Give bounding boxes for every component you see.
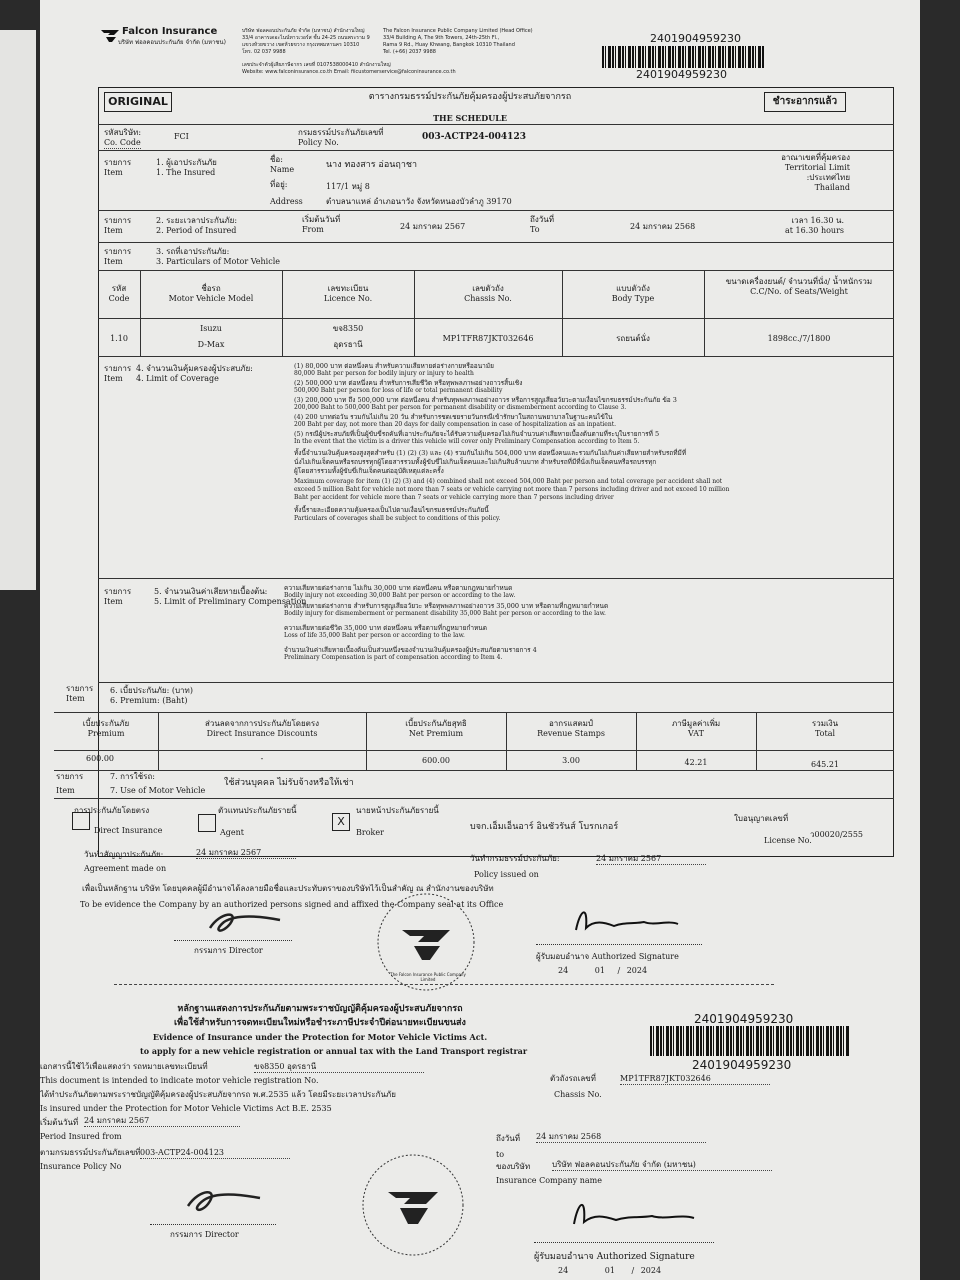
- indicate-text-en: This document is intended to indicate motor vehicle registration No.: [40, 1076, 319, 1085]
- vehicle-label-th: 3. รถที่เอาประกันภัย:: [156, 247, 230, 256]
- sign-year: 2024: [626, 966, 648, 975]
- broker-name: บจก.เอ็มเอ็นอาร์ อินชัวรันส์ โบรกเกอร์: [470, 822, 619, 832]
- address-th-line: 33/4 อาคารเดอะไนน์ทาวเวอร์ส ชั้น 24-25 ถนนพระราม 9: [242, 35, 370, 41]
- cert-company-seal-icon: [358, 1150, 468, 1260]
- col-header-en: Licence No.: [323, 294, 373, 303]
- to-label-th: ถึงวันที่: [530, 215, 554, 224]
- cert-from-label-en: Period Insured from: [40, 1132, 122, 1141]
- direct-insurance-label-th: การประกันภัยโดยตรง: [74, 806, 150, 815]
- coverage-label: [136, 364, 253, 384]
- item-label-en: Item: [66, 694, 85, 703]
- broker-label-th: นายหน้าประกันภัยรายนี้: [356, 806, 439, 815]
- seal-text: The Falcon Insurance Public Company Limited: [390, 972, 466, 982]
- col-header-th: เบี้ยประกันภัยสุทธิ: [405, 719, 467, 728]
- sign-month: 01: [604, 1266, 615, 1275]
- divider: [54, 712, 894, 713]
- sign-month: 01: [594, 966, 605, 975]
- director-label: [194, 946, 263, 956]
- cert-auth-label-en: Authorized Signature: [596, 1252, 695, 1262]
- divider: [98, 682, 894, 683]
- item-label-en: Item: [104, 168, 123, 177]
- period-time-en: at 16.30 hours: [784, 226, 844, 235]
- policy-no-label: [298, 128, 384, 148]
- col-header-en: Direct Insurance Discounts: [206, 729, 318, 738]
- coverage-condition-en: Particulars of coverages shall be subject to conditions of this policy.: [294, 515, 501, 522]
- item-4-label: [104, 364, 131, 384]
- authorized-signature-icon: [564, 900, 684, 944]
- use-label: [110, 772, 205, 796]
- broker-label-en: Broker: [356, 828, 384, 837]
- license-label-th: ใบอนุญาตเลขที่: [734, 814, 789, 823]
- vehicle-model-value: [140, 324, 282, 350]
- insured-label-en: 1. The Insured: [156, 168, 216, 177]
- coverage-line-en: In the event that the victim is a driver this vehicle will cover only Preliminary Compensation according to Item 5.: [294, 438, 640, 445]
- from-label: [302, 215, 340, 235]
- period-label-en: 2. Period of Insured: [156, 226, 237, 235]
- premium-col-header: [158, 719, 366, 739]
- certificate-title-th-2: เพื่อใช้สำหรับการจดทะเบียนใหม่หรือชำระภาษีประจำปีต่อนายทะเบียนขนส่ง: [174, 1018, 466, 1028]
- vehicle-col-header: [140, 284, 282, 304]
- cc-seats-weight-value: 1898cc./7/1800: [767, 334, 831, 343]
- premium-value: 600.00: [86, 754, 114, 763]
- agreement-label-th: วันทำสัญญาประกันภัย:: [84, 850, 164, 859]
- address-th: [242, 28, 382, 56]
- coverage-line-en: 500,000 Baht per person for loss of life or total permanent disability: [294, 387, 503, 394]
- item-label-en: Item: [104, 257, 123, 266]
- insured-label: [156, 158, 217, 178]
- coverage-line-th: (4) 200 บาทต่อวัน รวมกันไม่เกิน 20 วัน สำหรับการชดเชยรายวันกรณีเข้ารักษาในสถานพยาบาลในฐานะคนไข้ใน: [294, 413, 613, 421]
- col-header-en: C.C/No. of Seats/Weight: [750, 287, 848, 296]
- vehicle-col-header: [98, 284, 140, 304]
- name-label: [270, 155, 294, 175]
- item-7-label: [56, 772, 83, 796]
- prelim-line-en: Bodily injury not exceeding 30,000 Baht per person or according to the law.: [284, 592, 516, 599]
- divider: [54, 750, 894, 751]
- discount-value: -: [260, 754, 264, 763]
- cert-company-seal: [358, 1150, 468, 1260]
- cert-director-signature-icon: [176, 1182, 272, 1222]
- prelim-label-en: 5. Limit of Preliminary Compensation: [154, 597, 307, 606]
- item-label-th: รายการ: [104, 587, 132, 596]
- period-from-value: 24 มกราคม 2567: [400, 222, 466, 231]
- company-name-en: Falcon Insurance: [122, 26, 218, 37]
- auth-label: [536, 952, 679, 962]
- vat-value: 42.21: [684, 758, 708, 767]
- from-label-en: From: [302, 225, 324, 234]
- col-header-th: เบี้ยประกันภัย: [82, 719, 130, 728]
- address-en-line: 33/4 Building A, The 9th Towers, 24th-25th Fl.,: [383, 35, 500, 41]
- address-label-th: ที่อยู่:: [270, 180, 288, 189]
- item-5-label: [104, 587, 131, 607]
- co-code-value: FCI: [174, 132, 189, 141]
- premium-col-header: [506, 719, 636, 739]
- coverage-line-en: 200,000 Baht to 500,000 Baht per person for permanent disability or dismemberment according to Clause 3.: [294, 404, 627, 411]
- prelim-line-en: Preliminary Compensation is part of compensation according to Item 4.: [284, 654, 503, 661]
- director-label-th: กรรมการ: [194, 946, 227, 955]
- insured-label-th: 1. ผู้เอาประกันภัย: [156, 158, 217, 167]
- divider: [54, 798, 894, 799]
- co-code-label-th: รหัสบริษัท:: [104, 128, 142, 137]
- cert-company-label-th: ของบริษัท: [496, 1162, 531, 1171]
- body-type-value: รถยนต์นั่ง: [616, 334, 650, 343]
- col-header-th: ขนาดเครื่องยนต์/ จำนวนที่นั่ง/ น้ำหนักรวม: [725, 277, 873, 286]
- premium-label-th: 6. เบี้ยประกันภัย: (บาท): [110, 686, 193, 695]
- col-header-en: Net Premium: [408, 729, 464, 738]
- cert-registration-value: ขจ8350 อุดรธานี: [254, 1062, 424, 1073]
- address-en-line: The Falcon Insurance Public Company Limited (Head Office): [383, 28, 533, 34]
- cert-director-label-en: Director: [204, 1230, 239, 1239]
- vehicle-label: [156, 247, 280, 267]
- coverage-line-en: 80,000 Baht per person for bodily injury or injury to health: [294, 370, 474, 377]
- territory-value-en: Thailand: [814, 183, 850, 192]
- divider: [98, 578, 894, 579]
- period-label-th: 2. ระยะเวลาประกันภัย:: [156, 216, 238, 225]
- premium-col-header: [54, 719, 158, 739]
- licence-province: อุดรธานี: [333, 340, 363, 349]
- certificate-title-en-2: to apply for a new vehicle registration or annual tax with the Land Transport registrar: [140, 1046, 528, 1056]
- evidence-text-th: เพื่อเป็นหลักฐาน บริษัท โดยบุคคลผู้มีอำนาจได้ลงลายมือชื่อและประทับตราของบริษัทไว้เป็นสำคัญ ณ สำนักงานของบริษัท: [82, 884, 494, 893]
- barcode-number-bottom: 2401904959230: [636, 68, 727, 81]
- broker-checkbox[interactable]: X: [332, 813, 350, 831]
- col-header-th: รวมเงิน: [811, 719, 839, 728]
- tax-id-line: เลขประจำตัวผู้เสียภาษีอากร เลขที่ 0107538000410 สำนักงานใหญ่: [242, 62, 391, 68]
- co-code-label: [104, 128, 141, 149]
- item-6-label: [66, 684, 93, 704]
- director-sign-line: [174, 940, 292, 941]
- sign-day: 24: [558, 1266, 569, 1275]
- auth-sign-date: 24 01 / 2024: [558, 966, 648, 975]
- sign-day: 24: [558, 966, 569, 975]
- coverage-lines: [294, 362, 854, 523]
- divider: [98, 356, 894, 357]
- prelim-label-th: 5. จำนวนเงินค่าเสียหายเบื้องต้น:: [154, 587, 268, 596]
- agent-label-th: ตัวแทนประกันภัยรายนี้: [218, 806, 297, 815]
- certificate-title-en-1: Evidence of Insurance under the Protection for Motor Vehicle Victims Act.: [152, 1032, 488, 1042]
- cert-barcode-number-top: 2401904959230: [694, 1012, 794, 1026]
- cert-to-label-th: ถึงวันที่: [496, 1134, 520, 1143]
- cert-policy-label-th: ตามกรมธรรม์ประกันภัยเลขที่: [40, 1148, 141, 1157]
- cert-auth-sign-date: 24 01 / 2024: [558, 1266, 662, 1275]
- territory-block: [700, 153, 850, 193]
- address-label-en: Address: [270, 197, 303, 206]
- model-make: Isuzu: [200, 324, 222, 333]
- premium-label-en: 6. Premium: (Baht): [110, 696, 188, 705]
- territory-value-th: :ประเทศไทย: [806, 173, 850, 182]
- divider: [98, 124, 894, 125]
- divider: [98, 242, 894, 243]
- cert-company-value: บริษัท ฟอลคอนประกันภัย จำกัด (มหาชน): [552, 1160, 772, 1171]
- col-header-en: Chassis No.: [464, 294, 512, 303]
- direct-insurance-checkbox[interactable]: [72, 812, 90, 830]
- coverage-line-th: (5) กรณีผู้ประสบภัยที่เป็นผู้ขับขี่รถคันที่เอาประกันภัยจะได้รับความคุ้มครองไม่เกินจำนวนค่าเสียหายเบื้องต้นตามที่ระบุในรายการที่ 5: [294, 430, 660, 438]
- territory-label-th: อาณาเขตที่คุ้มครอง: [781, 153, 850, 162]
- address-label: [270, 180, 303, 207]
- licence-number: ขจ8350: [332, 324, 364, 333]
- address-th-line: บริษัท ฟอลคอนประกันภัย จำกัด (มหาชน) สำนักงานใหญ่: [242, 28, 365, 34]
- website-line: Website: www.falconinsurance.co.th Email: fiicustomerservice@falconinsurance.co.th: [242, 69, 456, 75]
- direct-insurance-label-en: Direct Insurance: [94, 826, 163, 835]
- name-label-th: ชื่อ:: [270, 155, 283, 164]
- territory-label-en: Territorial Limit: [784, 163, 850, 172]
- col-header-en: Total: [814, 729, 836, 738]
- chassis-value: MP1TFR87JKT032646: [442, 334, 534, 343]
- cert-to-value: 24 มกราคม 2568: [536, 1132, 706, 1143]
- insured-name-value: นาง ทองสาร อ่อนฤาชา: [326, 160, 418, 170]
- col-header-th: ภาษีมูลค่าเพิ่ม: [671, 719, 721, 728]
- item-label-th: รายการ: [56, 772, 84, 781]
- coverage-max-en: Baht per accident for vehicle more than 7 seats or vehicle carrying more than 7 persons including driver: [294, 494, 614, 501]
- vehicle-code-value: 1.10: [110, 334, 128, 343]
- use-label-th: 7. การใช้รถ:: [110, 772, 155, 781]
- model-name: D-Max: [197, 340, 225, 349]
- net-premium-value: 600.00: [422, 756, 450, 765]
- cert-chassis-label-th: ตัวถังรถเลขที่: [550, 1074, 596, 1083]
- address-th-line: แขวงห้วยขวาง เขตห้วยขวาง กรุงเทพมหานคร 10310: [242, 42, 360, 48]
- premium-col-header: [756, 719, 894, 739]
- use-value: ใช้ส่วนบุคคล ไม่รับจ้างหรือให้เช่า: [224, 778, 354, 788]
- item-3-label: [104, 247, 131, 267]
- col-header-en: VAT: [688, 729, 704, 738]
- coverage-condition-th: ทั้งนี้รายละเอียดความคุ้มครองเป็นไปตามเงื่อนไขกรมธรรม์ประกันภัยนี้: [294, 506, 489, 514]
- divider: [98, 150, 894, 151]
- item-label-th: รายการ: [104, 364, 132, 373]
- item-2-label: [104, 216, 131, 236]
- coverage-line-th: (3) 200,000 บาท ถึง 500,000 บาท ต่อหนึ่งคน สำหรับทุพพลภาพอย่างถาวร หรือการสูญเสียอวัยวะตามเงื่อนไขกรมธรรม์ประกันภัย ข้อ 3: [294, 396, 677, 404]
- cert-authorized-signature-icon: [560, 1192, 700, 1238]
- prelim-line-th: ความเสียหายต่อชีวิต 35,000 บาท ต่อหนึ่งคน หรือตามที่กฎหมายกำหนด: [284, 624, 487, 632]
- insured-under-act-th: ได้ทำประกันภัยตามพระราชบัญญัติคุ้มครองผู้ประสบภัยจากรถ พ.ศ.2535 แล้ว โดยมีระยะเวลาประกันภัย: [40, 1090, 396, 1099]
- divider: [98, 318, 894, 319]
- coverage-label-en: 4. Limit of Coverage: [136, 374, 219, 383]
- period-time-th: เวลา 16.30 น.: [791, 216, 844, 225]
- policy-no-value: 003-ACTP24-004123: [422, 132, 526, 142]
- item-label-en: Item: [104, 597, 123, 606]
- vehicle-col-header: [562, 284, 704, 304]
- coverage-max-en: Maximum coverage for item (1) (2) (3) and (4) combined shall not exceed 504,000 Baht per person and total coverage per accident shall not: [294, 478, 723, 485]
- cert-director-sign-line: [150, 1224, 276, 1225]
- barcode-number-top: 2401904959230: [650, 32, 741, 45]
- name-label-en: Name: [270, 165, 295, 174]
- item-label-en: Item: [104, 226, 123, 235]
- coverage-max-th: ผู้โดยสารรวมทั้งผู้ขับขี่เกินเจ็ดคนต่ออุบัติเหตุแต่ละครั้ง: [294, 467, 444, 475]
- revenue-stamps-value: 3.00: [562, 756, 580, 765]
- col-header-en: Motor Vehicle Model: [168, 294, 254, 303]
- coverage-line-th: (1) 80,000 บาท ต่อหนึ่งคน สำหรับความเสียหายต่อร่างกายหรืออนามัย: [294, 362, 494, 370]
- col-header-en: Body Type: [611, 294, 655, 303]
- original-label: ORIGINAL: [104, 92, 172, 112]
- total-value: 645.21: [811, 760, 839, 769]
- sign-year: 2024: [640, 1266, 662, 1275]
- cert-director-label-th: กรรมการ: [170, 1230, 203, 1239]
- license-label-en: License No.: [764, 836, 812, 845]
- cert-from-label-th: เริ่มต้นวันที่: [40, 1118, 79, 1127]
- agreement-label-en: Agreement made on: [84, 864, 167, 873]
- policy-no-label-th: กรมธรรม์ประกันภัยเลขที่: [298, 128, 384, 137]
- auth-label-th: ผู้รับมอบอำนาจ: [536, 952, 590, 961]
- background-paper-edge: [0, 30, 36, 590]
- policy-document: [40, 0, 920, 1280]
- col-header-en: Premium: [87, 729, 125, 738]
- premium-col-header: [366, 719, 506, 739]
- period-to-value: 24 มกราคม 2568: [630, 222, 696, 231]
- indicate-text-th: เอกสารนี้ใช้ไว้เพื่อแสดงว่า รถหมายเลขทะเบียนที่: [40, 1062, 208, 1071]
- address-value-line-1: 117/1 หมู่ 8: [326, 182, 370, 191]
- divider: [54, 770, 894, 771]
- policy-no-label-en: Policy No.: [298, 138, 339, 147]
- prelim-line-th: จำนวนเงินค่าเสียหายเบื้องต้นเป็นส่วนหนึ่งของจำนวนเงินคุ้มครองผู้ประสบภัยตามรายการ 4: [284, 646, 537, 654]
- premium-col-header: [636, 719, 756, 739]
- item-label-th: รายการ: [104, 247, 132, 256]
- agent-checkbox[interactable]: [198, 814, 216, 832]
- cut-line: [114, 984, 774, 985]
- from-label-th: เริ่มต้นวันที่: [302, 215, 341, 224]
- divider: [98, 210, 894, 211]
- issued-label-th: วันทำกรมธรรม์ประกันภัย:: [470, 854, 560, 863]
- licence-value: [282, 324, 414, 350]
- license-value: ว00020/2555: [810, 830, 863, 839]
- stamp-duty-paid: ชำระอากรแล้ว: [764, 92, 846, 112]
- item-label-en: Item: [104, 374, 123, 383]
- use-label-en: 7. Use of Motor Vehicle: [110, 786, 206, 795]
- auth-sign-line: [536, 944, 702, 945]
- item-label-th: รายการ: [66, 684, 94, 693]
- cert-auth-label-th: ผู้รับมอบอำนาจ: [534, 1252, 594, 1262]
- col-header-en: Code: [108, 294, 130, 303]
- item-label-th: รายการ: [104, 216, 132, 225]
- vehicle-col-header: [414, 284, 562, 304]
- prelim-line-en: Loss of life 35,000 Baht per person or according to the law.: [284, 632, 465, 639]
- col-header-th: ส่วนลดจากการประกันภัยโดยตรง: [204, 719, 320, 728]
- address-en: [383, 28, 533, 56]
- to-label: [530, 215, 554, 235]
- auth-label-en: Authorized Signature: [591, 952, 679, 961]
- col-header-th: ชื่อรถ: [201, 284, 221, 293]
- prelim-line-th: ความเสียหายต่อร่างกาย ไม่เกิน 30,000 บาท ต่อหนึ่งคน หรือตามกฎหมายกำหนด: [284, 584, 513, 592]
- cert-auth-label: [534, 1252, 695, 1263]
- item-label-en: Item: [56, 786, 75, 795]
- certificate-title-th-1: หลักฐานแสดงการประกันภัยตามพระราชบัญญัติคุ้มครองผู้ประสบภัยจากรถ: [177, 1004, 463, 1014]
- prelim-lines: [284, 584, 844, 662]
- issued-date-value: 24 มกราคม 2567: [596, 854, 706, 865]
- divider: [98, 270, 894, 271]
- address-en-line: Tel. (+66) 2037 9988: [383, 49, 436, 55]
- address-th-line: โทร. 02 037 9988: [242, 49, 286, 55]
- vehicle-col-header: [704, 277, 894, 297]
- coverage-max-en: exceed 5 million Baht for vehicle not more than 7 seats or vehicle carrying not more than 7 persons including driver and not exceed 10 million: [294, 486, 730, 493]
- cert-director-label: [170, 1230, 239, 1240]
- col-header-th: อากรแสตมป์: [548, 719, 594, 728]
- schedule-title-en: THE SCHEDULE: [433, 113, 507, 123]
- company-seal: [374, 890, 478, 994]
- company-name-th: บริษัท ฟอลคอนประกันภัย จำกัด (มหาชน): [118, 39, 226, 46]
- vehicle-label-en: 3. Particulars of Motor Vehicle: [156, 257, 280, 266]
- prelim-line-en: Bodily injury for dismemberment or permanent disability 35,000 Baht per person or according to the law.: [284, 610, 606, 617]
- item-label-th: รายการ: [104, 158, 132, 167]
- falcon-logo-icon: [100, 28, 120, 44]
- cert-from-value: 24 มกราคม 2567: [84, 1116, 240, 1127]
- period-label: [156, 216, 237, 236]
- address-en-line: Rama 9 Rd., Huay Khwang, Bangkok 10310 Thailand: [383, 42, 515, 48]
- agent-label-en: Agent: [220, 828, 244, 837]
- period-time: [740, 216, 844, 236]
- cert-barcode: [650, 1026, 850, 1056]
- prelim-line-th: ความเสียหายต่อร่างกาย สำหรับการสูญเสียอวัยวะ หรือทุพพลภาพอย่างถาวร 35,000 บาท หรือตามที่กฎหมายกำหนด: [284, 602, 609, 610]
- vehicle-col-header: [282, 284, 414, 304]
- insured-under-act-en: Is insured under the Protection for Motor Vehicle Victims Act B.E. 2535: [40, 1104, 332, 1113]
- coverage-label-th: 4. จำนวนเงินคุ้มครองผู้ประสบภัย:: [136, 364, 253, 373]
- address-value-line-2: ตำบลนาแหล่ อำเภอนาวัง จังหวัดหนองบัวลำภู 39170: [326, 197, 512, 206]
- cert-policy-label-en: Insurance Policy No: [40, 1162, 122, 1171]
- cert-chassis-label-en: Chassis No.: [554, 1090, 602, 1099]
- co-code-label-en: Co. Code: [104, 138, 141, 147]
- to-label-en: To: [530, 225, 540, 234]
- evidence-text-en: To be evidence the Company by an authorized persons signed and affixed the Company seal at its Office: [80, 900, 504, 909]
- cert-to-label-en: to: [496, 1150, 505, 1159]
- col-header-en: Revenue Stamps: [537, 729, 605, 738]
- premium-label: [110, 686, 193, 706]
- cert-chassis-value: MP1TFR87JKT032646: [620, 1074, 770, 1085]
- coverage-max-th: นั่งไม่เกินเจ็ดคนหรือรถบรรทุกผู้โดยสารรวมทั้งผู้ขับขี่ไม่เกินเจ็ดคนและไม่เกินสิบล้านบาท สำหรับรถที่มีที่นั่งเกินเจ็ดคนหรือรถบรรทุก: [294, 458, 657, 466]
- cert-policy-value: 003-ACTP24-004123: [140, 1148, 290, 1159]
- barcode: [602, 46, 764, 68]
- issued-label-en: Policy issued on: [474, 870, 539, 879]
- coverage-line-en: 200 Baht per day, not more than 20 days for daily compensation in case of hospitalization as an inpatient.: [294, 421, 617, 428]
- col-header-th: รหัส: [111, 284, 127, 293]
- col-header-th: แบบตัวถัง: [616, 284, 650, 293]
- col-header-th: เลขตัวถัง: [472, 284, 504, 293]
- cert-auth-sign-line: [534, 1242, 714, 1243]
- company-logo: [100, 26, 230, 46]
- cert-barcode-number-bottom: 2401904959230: [692, 1058, 792, 1072]
- director-signature-icon: [200, 906, 290, 942]
- item-1-label: [104, 158, 131, 178]
- cert-company-label-en: Insurance Company name: [496, 1176, 602, 1185]
- coverage-max-th: ทั้งนี้จำนวนเงินคุ้มครองสูงสุดสำหรับ (1) (2) (3) และ (4) รวมกันไม่เกิน 504,000 บาท ต่อหนึ่งคนและรวมกันไม่เกินค่าเสียหายสำหรับรถที่มีที่: [294, 449, 687, 457]
- coverage-line-th: (2) 500,000 บาท ต่อหนึ่งคน สำหรับการเสียชีวิต หรือทุพพลภาพอย่างถาวรสิ้นเชิง: [294, 379, 523, 387]
- director-label-en: Director: [228, 946, 263, 955]
- schedule-title-th: ตารางกรมธรรม์ประกันภัยคุ้มครองผู้ประสบภัยจากรถ: [368, 92, 572, 102]
- col-header-th: เลขทะเบียน: [327, 284, 369, 293]
- agreement-date-value: 24 มกราคม 2567: [196, 848, 296, 859]
